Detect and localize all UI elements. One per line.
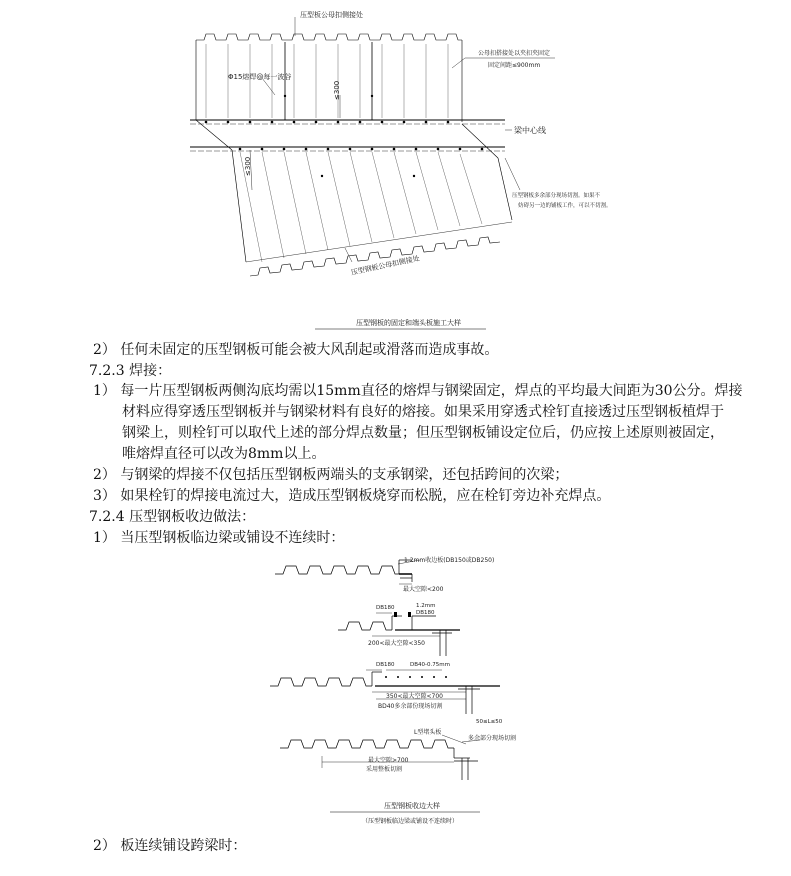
detail-a-label: 1.2mm收边板(DB150或DB250) [404, 557, 495, 564]
detail-a-profile [275, 566, 399, 574]
weld-item-3: 3） 如果栓钉的焊接电流过大，造成压型钢板烧穿而松脱，应在栓钉旁边补充焊点。 [93, 488, 611, 504]
detail-b-dim: 200<最大空隙<350 [368, 640, 425, 647]
figure2-subcaption: （压型钢板临边梁或铺设不连续时） [362, 818, 459, 825]
detail-b-label-right-1: 1.2mm [416, 603, 436, 609]
detail-b-label-right-2: DB180 [416, 610, 435, 616]
detail-b-label-left: DB180 [376, 605, 395, 611]
detail-c-label-right: DB40-0.75mm [410, 662, 450, 668]
label-300-upper: ≤300 [333, 80, 341, 100]
label-cut-note-1: 压型钢板多余部分现场切割。如果不 [512, 193, 601, 199]
label-bottom-seam: 压型钢板公母扣侧接处 [350, 254, 421, 277]
para-item-2: 2） 任何未固定的压型钢板可能会被大风刮起或滑落而造成事故。 [93, 342, 499, 358]
detail-a-dim: 最大空隙<200 [403, 586, 444, 593]
detail-c-note: BD40多余部份现场切割 [378, 703, 443, 710]
weld-item-1-line-3: 钢梁上，则栓钉可以取代上述的部分焊点数量；但压型钢板铺设定位后，仍应按上述原则被固定， [122, 425, 724, 441]
detail-d-note: 多余部分现场切割 [468, 735, 517, 742]
weld-item-1-line-2: 材料应得穿透压型钢板并与钢梁材料有良好的熔接。如果采用穿透式栓钉直接透过压型钢板植焊于 [122, 404, 724, 420]
detail-d-profile [280, 740, 454, 748]
figure1-caption: 压型钢板的固定和端头板施工大样 [356, 319, 461, 327]
label-fix-note-1: 公母扣搭接处以夹扣夹固定 [478, 50, 551, 57]
detail-b-profile [338, 622, 392, 630]
detail-d-cut-note: 采用整板切割 [366, 766, 403, 773]
detail-d-dim: 最大空隙>700 [368, 757, 409, 764]
edge-item-1: 1） 当压型钢板临边梁或铺设不连续时： [93, 530, 345, 546]
label-weld-spacing: Φ15熔焊@每一波谷 [228, 73, 292, 81]
label-beam-center: 梁中心线 [514, 126, 546, 135]
weld-item-1-line-1: 1） 每一片压型钢板两侧沟底均需以15mm直径的熔焊与钢梁固定，焊点的平均最大间距为30公分。焊接 [93, 383, 743, 399]
heading-7-2-4: 7.2.4 压型钢板收边做法： [89, 509, 256, 525]
edge-item-2: 2） 板连续铺设跨梁时： [93, 838, 247, 854]
detail-d-range: 50≤L≤50 [476, 719, 503, 725]
label-fix-note-2: 固定间距≤900mm [488, 62, 541, 69]
deck-fixing-plan-drawing [0, 0, 791, 340]
detail-c-dim: 350<最大空隙<700 [386, 693, 443, 700]
heading-7-2-3: 7.2.3 焊接： [89, 363, 172, 379]
deck-profile-top [196, 34, 462, 40]
label-300-left: ≤300 [244, 156, 252, 176]
weld-item-1-line-4: 唯熔焊直径可以改为8mm以上。 [122, 446, 326, 462]
detail-c-label-left: DB180 [376, 662, 395, 668]
detail-d-label-top: L型堵头板 [414, 729, 442, 736]
figure2-caption: 压型钢板收边大样 [384, 802, 440, 810]
label-top-seam: 压型板公母扣侧接处 [300, 11, 363, 19]
label-cut-note-2: 妨碍另一边的铺板工作，可以不切割。 [518, 203, 612, 209]
detail-c-profile [270, 678, 372, 686]
weld-item-2: 2） 与钢梁的焊接不仅包括压型钢板两端头的支承钢梁，还包括跨间的次梁； [93, 467, 569, 483]
